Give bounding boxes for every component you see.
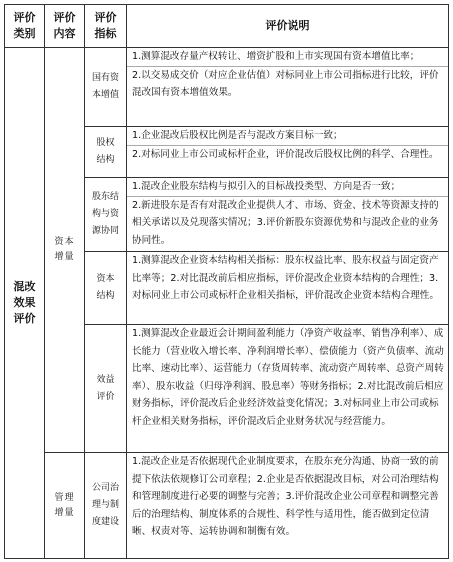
header-indicator: 评价 指标 — [85, 5, 127, 48]
indicator-cell: 国有资 本增值 — [85, 48, 127, 127]
evaluation-table — [4, 4, 449, 559]
indicator-cell: 公司治 理与制 度建设 — [85, 453, 127, 559]
description-cell — [127, 48, 449, 127]
indicator-cell: 资本 结构 — [85, 252, 127, 325]
indicator-cell: 效益 评价 — [85, 325, 127, 453]
header-row — [5, 5, 449, 48]
description-line: 2.以交易成交价（对应企业估值）对标同业上市公司指标进行比较，评价混改国有资本增值效果。 — [132, 69, 439, 98]
header-category: 评价 类别 — [5, 5, 45, 48]
category-cell: 混改 效果 评价 — [5, 48, 45, 559]
table-row — [5, 453, 449, 559]
description-cell — [127, 252, 449, 325]
header-description: 评价说明 — [127, 5, 449, 48]
description-cell — [127, 453, 449, 559]
description-line: 1.企业混改后股权比例是否与混改方案目标一致； — [127, 127, 448, 146]
content-cell-capital: 资本 增量 — [45, 48, 85, 453]
description-line: 1.混改企业股东结构与拟引入的目标战投类型、方向是否一致； — [127, 178, 448, 197]
content-cell-management: 管理 增量 — [45, 453, 85, 559]
table-row — [5, 48, 449, 127]
description-line: 1.测算混改存量产权转让、增资扩股和上市实现国有资本增值比率； — [127, 48, 448, 67]
description-line: 1.混改企业是否依据现代企业制度要求，在股东充分沟通、协商一致的前提下依法依规修订公司章程；2.企业是否依据混改目标，对公司治理结构和管理制度进行必要的调整与完善；3.评价混改企业公司章程和调整完善后的治理结构、制度体系的合规性、科学性与适用性，能否做到定位清晰、权责对等、运转协调和制衡有效。 — [132, 456, 439, 537]
description-line: 1.测算混改企业资本结构相关指标：股东权益比率、股东权益与固定资产比率等；2.对比混改前后相应指标，评价混改企业资本结构的合理性；3.对标同业上市公司或标杆企业相关指标，评价混改企业资本结构合理性。 — [132, 255, 439, 301]
description-cell — [127, 127, 449, 178]
description-line: 1.测算混改企业最近会计期间盈利能力（净资产收益率、销售净利率）、成长能力（营业收入增长率、净利润增长率）、偿债能力（资产负债率、流动比率、速动比率）、运营能力（存货周转率、流动资产周转率、总资产周转率）、股东收益（归母净利润、股息率）等财务指标；2.对比混改前后相应财务指标，评价混改后企业经济效益变化情况；3.对标同业上市公司或标杆企业相关财务指标，评价混改后企业财务状况与经营能力。 — [132, 328, 444, 427]
header-content: 评价 内容 — [45, 5, 85, 48]
description-cell — [127, 325, 449, 453]
description-cell — [127, 178, 449, 252]
indicator-cell: 股东结 构与资 源协同 — [85, 178, 127, 252]
indicator-cell: 股权 结构 — [85, 127, 127, 178]
description-line: 2.新进股东是否有对混改企业提供人才、市场、资金、技术等资源支持的相关承诺以及兑现落实情况；3.评价新股东资源优势和与混改企业的业务协同性。 — [132, 199, 439, 246]
description-line: 2.对标同业上市公司或标杆企业，评价混改后股权比例的科学、合理性。 — [132, 148, 439, 160]
